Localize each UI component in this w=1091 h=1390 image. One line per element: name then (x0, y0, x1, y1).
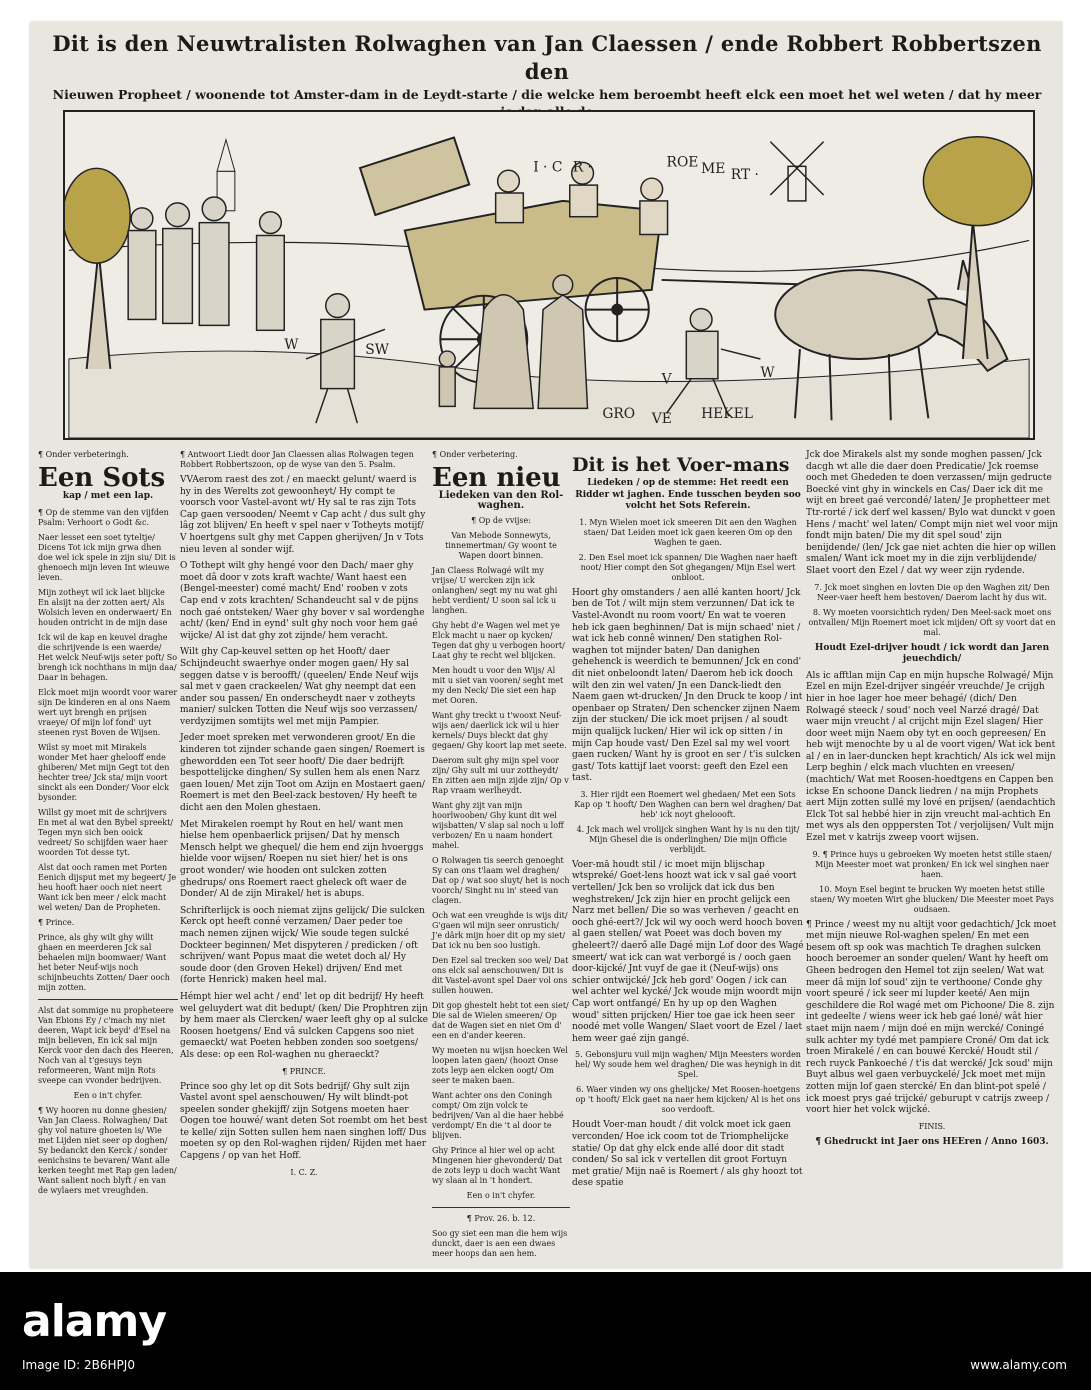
col1-note: ¶ Onder verbeteringh. (38, 450, 129, 459)
woodcut-illustration (63, 110, 1035, 440)
col4-stanza: Hoort ghy omstanders / aen allé kanten hoort/ Jck ben de Tot / wilt mijn stem verzunnen/ Dat ick te Vastel-Avondt nu room voort/ En wat te voeren heb ick gaen beghinnen/ Dat is mijn schaed' niet / wat ick heb connê winnen/ Den statighen Rol-waghen tot mijnder baten/ Dan danighen gehehenck is weerdich te bemunnen/ Jck en cond' dit niet onbeloondt laten/ Daerom heb ick dooch wilt den zin wel vaten/ Jn een Danck-liedt den Naem gaen wt-drucken/ Jn den Druck te koop / int openbaer op Straten/ Den schencker zijnen Naem zijn der stucken/ Die ick moet prijsen / al soudt mijn qualijck lucken/ Hier wil ick op sitten / in mijn Cap houde vast/ Den Ezel sal my wel voort gaen rucken/ Want hy is groot en ser / t'is sulcken gast/ Tots kattijf laet voorst: geeft den Ezel een tast. (572, 587, 803, 784)
col1-heading: Een Sots (38, 463, 166, 493)
col1-verse-small: ¶ Wy hooren nu donne ghesien/ Van Jan Claess. Rolwaghen/ Dat ghy vol nature ghoeten is/ Wie met Lijden niet seer op doghen/ Sy bedanckt den Kerck / sonder eenichsins te bevaren/ Want alle kerken teeght met Rap gen laden/ Want salient noch blyft / en van de wylaers met vreughden. (38, 1105, 177, 1195)
col1-line: Elck moet mijn woordt voor warer sijn De kinderen en al ons Naem wert uyt brengh en prijsen vraeye/ Of mijn lof fond' uyt steenen ryst Boven de Wijsen. (38, 687, 178, 737)
left-tree (65, 168, 130, 369)
col3-stanza: Dit gop ghestelt hebt tot een siet/ Die sal de Wielen smeeren/ Op dat de Wagen siet en niet Om d' een en d'ander keeren. (432, 1001, 569, 1040)
col1-line: ¶ Op de stemme van den vijfden Psalm: Verhoort o Godt &c. (38, 507, 169, 527)
col1-prince-label: ¶ Prince. (38, 917, 75, 927)
col3-stanza: Ghy Prince al hier wel op acht Mingenen hier ghevonderd/ Dat de zots leyp u doch wacht Want wy slaan al in 't hondert. (432, 1146, 563, 1185)
broadside-subtitle-1: Nieuwen Propheet / woonende tot Amster-dam in de Leydt-starte / die welcke hem beroembt heeft elck een moet het wel weten / dat hy meer (52, 87, 1042, 102)
col1-line: Alst dat ooch ramen met Porten Eenich dijsput met my begeert/ Je heu hooft haer ooch niet neert Want ick ben meer / elck macht wel weten/ Dan de Propheten. (38, 862, 177, 912)
col3-stanza: Want ghy zijt van mijn hoorlwooben/ Ghy kunt dit wel wijsbatten/ V slap sal noch u loff verbozen/ En u naam hondert mahel. (432, 801, 564, 850)
col3-heading: Een nieu (432, 463, 561, 493)
col4-small-verse: 3. Hier rijdt een Roemert wel ghedaen/ Met een Sots Kap op 't hooft/ Den Waghen can bern wel draghen/ Dat heb' ick noyt gheloooft. (574, 789, 802, 819)
col2-stanza: Jeder moet spreken met verwonderen groot/ En die kinderen tot zijnder schande gaen singen/ Roemert is ghewordden een Tot seer hooft/ Die daer bedrijft bespottelijcke dinghen/ Sy sullen hem als enen Narz gaen louen/ Met zijn Toot om Azijn en Mostaert gaen/ Roemert is met den Beel-zack bestoven/ Hy heeft te dicht aen den Molen ghestaen. (180, 733, 425, 814)
woodcut-drawing (65, 112, 1033, 438)
alamy-logo: alamy (22, 1296, 166, 1347)
col1-line: Naer lesset een soet tyteltje/ Dicens Tot ick mijn grwa dhen doe wel ick spele in zijn siu/ Dit is ghenoech mijn leven Int wieuwe leven. (38, 532, 176, 582)
col4-small-verse: 2. Den Esel moet ick spannen/ Die Waghen naer haeft noot/ Hier compt den Sot ghegangen/ Mijn Esel wert onbloot. (578, 552, 798, 582)
col3-stanza: Ghy hebt d'e Wagen wel met ye Elck macht u naer op kycken/ Tegen dat ghy u verbogen hoort/ Laat ghy te recht wel blijcken. (432, 621, 565, 660)
windmill (770, 142, 823, 201)
col3-divider (432, 1207, 570, 1208)
col1-line: Ick wil de kap en keuvel draghe die schrijvende is een waerde/ Het welck Neuf-wijs seter poft/ So brengh ick nochthans in mijn daa/ Daar in behagen. (38, 632, 178, 682)
col4-heading: Dit is het Voer-mans (572, 454, 790, 476)
col5-small-verse: 10. Moyn Esel begint te brucken Wy moeten hetst stille staen/ Wy moeten Wirt ghe blucken/ Die Meester moet Pays oudsaen. (810, 884, 1054, 914)
col5-stanza: Jck doe Mirakels alst my sonde moghen passen/ Jck dacgh wt alle die daer doen Predicatie/ Jck roemse ooch met Ghededen te doen verzassen/ mijn gedructe Boecké vint ghy in winckels en Cas/ Daer ick dit me wijt en breet gaé vercondé/ laten/ Je prophetteer met Ttr-rorté / ick derf wel kassen/ Bylo wat dunckt v goen Hens / macht' wel laten/ Compt mijn niet wel voor mijn fondt mijn baten/ Die my dit spel soud' zijn benijdende/ (len/ Jck gae niet achten die hier op willen smalen/ Want ick moet my in die zijn verblijdende/ Slaet voort den Ezel / dat wy weer zijn rydende. (806, 450, 1058, 576)
col2-prince-text: Prince soo ghy let op dit Sots bedrijf/ Ghy sult zijn Vastel avont spel aenschouwen/ Hy wilt blindt-pot speelen sonder ghekijff/ zijn Sotgens moeten haer Oogen toe houwé/ want deten Sot roembt om het best te kelle/ zijn Sotten sullen hem naen singhen loff/ Dus moeten sy op den Rol-waghen rijden/ Rijden met haer Capgens / op van het Hoff. (180, 1081, 428, 1162)
col5-heading: Houdt Ezel-drijver houdt / ick wordt dan Jaren jeuechdich/ (814, 642, 1050, 665)
woodcut-label-ve: VE (651, 411, 672, 428)
col5-colophon: ¶ Ghedruckt int Jaer ons HEEren / Anno 1603. (815, 1136, 1049, 1147)
col4-small-verse: 6. Waer vinden wy ons ghelijcke/ Met Roosen-hoetgens op 't hooft/ Elck gaet na naer hem kijcken/ Al is het ons soo verdooft. (575, 1085, 801, 1115)
col1-divider (38, 999, 178, 1000)
col1-signature: Een o in't chyfer. (73, 1090, 143, 1100)
col2-stanza: Wilt ghy Cap-keuvel setten op het Hooft/ daer Schijndeucht swaerhye onder mogen gaen/ Hy sal seggen datse v is beroofft/ (queelen/ Ende Neuf wijs sal met v gaen crackeelen/ Wat ghy neempt dat een ander sou passen/ En onderscheydt naer v zotheyts manier/ sulcken Totten die Neuf wijs soo verzassen/ verdyzijmen somtijts wel met mijn Pampier. (180, 647, 419, 727)
col4-small-verse: 1. Myn Wielen moet ick smeeren Dit aen den Waghen staen/ Dat Leiden moet ick gaen keeren Om op den Waghen te gaen. (579, 517, 797, 547)
woodcut-label-gro: GRO (602, 406, 636, 423)
woodcut-label-w-left: W (284, 337, 299, 354)
col2-stanza: Hémpt hier wel acht / end' let op dit bedrijf/ Hy heeft wel geluydert wat dit bedupt/ (ken/ Die Prophtren zijn by hem maer als Clercken/ waer leeft ghy op al sulcke Roosen hoetgens/ End vâ sulcken Capgens soo niet gemaeckt/ wat Poeten hebben zonden soo soetgens/ Als dese: op een Rol-waghen nu gheraeckt? (180, 991, 428, 1060)
image-id-label: Image ID: 2B6HPJ0 (22, 1358, 135, 1372)
col3-prov-text: Soo gy siet een man die hem wijs dunckt, daer is aen een dwaes meer hoops dan aen hem. (432, 1229, 568, 1258)
col2-prince-label: ¶ PRINCE. (282, 1066, 326, 1076)
col5-small-verse: 7. Jck moet singhen en lovten Die op den Waghen zit/ Den Neer-vaer heeft hem bestoven/ Daerom lacht hy dus wit. (814, 582, 1050, 602)
col1-line: Wilst sy moet mit Mirakels wonder Met haer ghelooff ende ghiberen/ Met mijn Gegt tot den hechter tree/ Jck sta/ mijn voort sinckt als een Donder/ Voor elck bysonder. (38, 742, 170, 802)
col3-stanza: Den Ezel sal trecken soo wel/ Dat ons elck sal aenschouwen/ Dit is dit Vastel-avont spel Daer vol ons sullen houwen. (432, 956, 569, 995)
col3-tune-label: ¶ Op de vvijse: (471, 516, 531, 525)
col3-note: ¶ Onder verbetering. (432, 450, 518, 459)
col2-intro: ¶ Antwoort Liedt door Jan Claessen alias Rolwagen tegen Robbert Robbertszoon, op de wyse van den 5. Psalm. (180, 450, 414, 469)
woodcut-label-rt: RT · (730, 167, 759, 184)
woodcut-label-sw: SW (365, 342, 389, 359)
woodcut-label-hekel: HEKEL (701, 406, 753, 423)
col1-line: Mijn zotheyt wil ick laet blijcke En alsijt na der zotten aert/ Als Wolsich leven en onderwaert/ En houden ontricht in de mijn dase (38, 587, 172, 627)
broadside-title: Dit is den Neuwtralisten Rolwaghen van Jan Claessen / ende Robbert Robbertszen den (52, 31, 1042, 84)
col3-stanza: Jan Claess Rolwagé wilt my vrijse/ U wercken zijn ick onlanghen/ segt my nu wat ghi hebt verdient/ U soon sal ick u langhen. (432, 566, 558, 615)
col2-stanza: Met Mirakelen roempt hy Rout en hel/ want men hielse hem openbaerlick prijsen/ Dat hy mensch Mensch helpt we ghequel/ die hem end zijn hvoerggs hielde voor wijsen/ Roepen nu siet hier/ het is ons groot wonder/ wie hooden ont sulcken zotten ghedrups/ ons Roemert raect gheleck oft waer de Donder/ Al de zijn Mirakel/ het is abups. (180, 819, 424, 900)
col4-stanza: Houdt Voer-man houdt / dit volck moet ick gaen verconden/ Hoe ick coom tot de Triomphelijcke statie/ Op dat ghy elck ende allé door dit stadt conden/ So sal ick v vertellen dit groot Fortuyn met gratie/ Mijn naē is Roemert / als ghy hoozt tot dese spatie (572, 1120, 803, 1189)
col4-small-verse: 4. Jck mach wel vrolijck singhen Want hy is nu den tijt/ Mijn Ghesel die is onderlinghen/ Die mijn Officie verblijdt. (576, 824, 800, 854)
col5-small-verse: 8. Wy moeten voorsichtich ryden/ Den Meel-sack moet ons ontvallen/ Mijn Roemert moet ick mijden/ Oft sy voort dat en mal. (808, 607, 1056, 637)
col2-stanza: Schrifterlijck is ooch niemat zijns gelijck/ Die sulcken Kerck opt heeft conné verzamen/ Daer peder toe mach nemen zijnen wijck/ Wie soude tegen sulcké Dockteer beginnen/ Met dispyteren / predicken / oft schrijven/ want Popus maat die wetet doch al/ Hy soude door (den Groven Hekel) drijven/ End met (forte Henrick) maken heel mal. (180, 905, 425, 986)
col3-stanza: Och wat een vreughde is wijs dit/ G'gaen wil mijn seer onrustich/ J'e dârk mijn hoer dit op my siet/ Dat ick nu ben soo lustigh. (432, 911, 568, 950)
col3-stanza: O Rolwagen tis seerch genoeght Sy can ons t'laam wel draghen/ Dat op / wat soo sluyt/ het is noch voorch/ Singht nu in' steed van clagen. (432, 856, 570, 905)
col2-stanza: VVAerom raest des zot / en maeckt gelunt/ waerd is hy in des Werelts zot gewoonheyt/ Hy compt te voorsch voor Vastel-avont wt/ Hy sal te ras zijn Tots Cap gaen versooden/ Neemt v Cap acht / dus sult ghy lâg zot blijven/ En heeft v spel naer v Totheyts motijf/ V hoertgens sult ghy met Cappen gherijven/ Jn v Tots nieu leven al sonder wijf. (180, 475, 426, 555)
col1-line: Willst gy moet mit de schrijvers En met al wat den Bybel spreekt/ Tegen myn sich ben ooick vedreet/ So schijfden waer haer woorden Tot desse tyt. (38, 807, 174, 857)
column-4 (572, 450, 804, 1195)
col1-prince-text: Prince, als ghy wilt ghy willt ghaen en meerderen Jck sal behaelen mijn boomwaer/ Want het beter Neuf-wijs noch schijnbeuchts Zotten/ Daer ooch mijn zotten. (38, 932, 170, 992)
site-url-label: www.alamy.com (970, 1358, 1067, 1372)
group-of-men (128, 197, 284, 330)
col3-stanza: Daerom sult ghy mijn spel voor zijn/ Ghy sult mi uur zottheydt/ En zitten aen mijn zijde zijn/ Op v Rap vraam werlheydt. (432, 756, 569, 795)
woodcut-label-r: R · (572, 159, 592, 176)
column-3 (432, 450, 570, 1264)
col3-stanza: Wy moeten nu wijsn hoecken Wel loopen laten gaen/ (hoozt Onse zots leyp aen elcken oogt/ Om seer te maken baen. (432, 1046, 568, 1085)
col5-small-verse: 9. ¶ Prince huys u gebroeken Wy moeten hetst stille staen/ Mijn Meester moet wat pronken/ En ick wel singhen naer haen. (812, 849, 1052, 879)
col5-finis: FINIS. (918, 1121, 946, 1131)
col1-closing: Alst dat sommige nu propheteere Van Ebions Ey / c'mach my niet deeren, Wapt ick beyd' d'Esel na mijn believen, En ick sal mijn Kerck voor den dach des Heeren, Noch van al t'gesuys teyn reformeeren, Want mijn Rots sveepe can vvonder bedrijven. (38, 1005, 174, 1085)
col3-stanza: Men houdt u voor den Wijs/ Al mit u siet van vooren/ seght met my den Neck/ Die siet een hap met Ooren. (432, 666, 564, 705)
woodcut-label-w-right: W (760, 364, 775, 381)
col3-tune: Van Mebode Sonnewyts, tinnemertman/ Gy woont te Wapen doort binnen. (445, 531, 557, 560)
col3-signature: Een o in't chyfer. (466, 1191, 536, 1200)
col5-stanza: Als ic afftlan mijn Cap en mijn hupsche Rolwagé/ Mijn Ezel en mijn Ezel-drijver singéér vreuchde/ Je crijgh hier in hoe lager hoe meer behagé/ (dich/ Den Rolwagé steeck / soud' noch veel Narzé dragé/ Dat waer mijn vreucht / al crijcht mijn Ezel slagen/ Hier door weet mijn Naem oby tyt en ooch gepreesen/ En heb wijt menochte by u al de voort vigen/ Wat ick bent al / en in laer-duncken hept krachtich/ Als ick wel mijn Lerp beghin / elck mach vluchten en vreesen/ (machtich/ Wat met Roosen-hoedtgens en Cappen ben ickse En schoone Danck liedren / na mijn Prophets aert Mijn zotten sullé my lové en prijsen/ (aendachtich Elck Tot sal hebbé hier in zijn vreucht mal-achtich En met wys als den opppersten Tot / verjolijsen/ Vult mijn Ezel met v katrijs zweep voort wijsen. (806, 670, 1056, 844)
woodcut-label-me: ME (701, 161, 726, 178)
col3-stanza: Want achter ons den Coningh compt/ Om zijn volck te bedrijven/ Van al die haer hebbé verdompt/ En die 't al door te blijven. (432, 1091, 564, 1140)
col4-stanza: Voer-mā houdt stil / ic moet mijn blijschap wtspreké/ Goet-lens hoozt wat ick v sal gaé voort vertellen/ Jck ben so vrolijck dat ick dus ben weghstreken/ Jck zijn hier en procht gelijck een Narz met bellen/ Die so was verheven / geacht en ooch ghé-eert?/ Jck wil wy ooch werd hooch boven al gaen stellen/ wat Poeet was doch boven my gheleert?/ daerő alle Dagé mijn Lof door des Wagé smeert/ wat ick can wat verborgé is / ooch gaen door-kijcké/ Jnt vuyf de gae it (Neuf-wijs) ons schier ontwijcké/ Jck heb gord' Oogen / ick can wel achter wel kycké/ Jck woude mijn woordt mijn Cap wort ontfangé/ En hy up op den Waghen woud' sitten prijcken/ Hier toe gae ick heen seer noodé met volle Wangen/ Slaet voort de Ezel / laet hem weer gaé zijn gangé. (572, 859, 804, 1044)
broadside-sheet (30, 22, 1062, 1268)
woodcut-label-v: V (661, 371, 672, 388)
col3-heading-2: Liedeken van den Rol-waghen. (438, 490, 564, 511)
col5-prince-stanza: ¶ Prince / weest my nu altijt voor gedachtich/ Jck moet met mijn nieuwe Rol-waghen spelen/ En met een besem oft sp ook was machtich Te draghen sulcken hooch beroemer an sonder quelen/ Want hy heeft om Gheen bedrogen den Hemel tot zijn seelen/ Wat wat meer dâ mijn lof soud' zijn te verthoone/ Conde ghy voort speuré / ick seer mi lupder keeté/ Aen mijn geschildere die Rol wagé met om Pichoone/ Die 8. zijn int gedeelte / wiens weer ick heb gaé loné/ wât hier staet mijn naem / mijn doé en mijn wercké/ Coningé sulk achter my tydé met pampiere Croné/ Om dat ick troen Mirakelé / en can bouwé Kercké/ Houdt stil / rech ruyck Pankoeché / t'is dat wercké/ Jck soud' mijn Buyt albus wel gaen verbuyckelé/ Jck moet met mijn zotten mijn lof gaen stercké/ En dan blint-pot spelé / ick moest prys gaé trijcké/ geburupt v catrijs zweep / voort hier het volck wijcké. (806, 919, 1057, 1116)
col4-small-verse: 5. Gebonsjuru vuil mijn waghen/ Mijn Meesters worden hel/ Wy soude hem wel draghen/ Die was heynigh in dit Spel. (575, 1050, 801, 1080)
stock-watermark-bar (0, 1272, 1091, 1390)
col4-subheading: Liedeken / op de stemme: Het reedt een Ridder wt jaghen. Ende tusschen beyden soo volcht het Sots Referein. (575, 478, 801, 512)
col3-stanza: Want ghy treckt u t'wooxt Neuf-wijs aen/ daerlick ick wil u hier kernels/ Duys bleckt dat ghy gegaen/ Ghy koort lap met seete. (432, 711, 567, 750)
woodcut-label-ic: I · C (533, 159, 563, 176)
col3-prov-label: ¶ Prov. 26. b. 12. (466, 1214, 536, 1223)
woodcut-label-roe: ROE (666, 154, 699, 171)
column-1 (38, 450, 178, 1201)
column-2 (180, 450, 428, 1183)
column-5 (806, 450, 1058, 1153)
col2-stanza: O Tothept wilt ghy hengé voor den Dach/ maer ghy moet dâ door v zots kraft wachte/ Want haest een (Bengel-meester) comé macht/ End' rooben v zots Cap end v zots krachten/ Schandeucht sal v de pijns noch gaé ontsteken/ Waer ghy bover v sal wordenghe acht/ (ken/ End in eynd' sult ghy noch voor hem gaé wijcke/ Al ist dat ghy zot zijnde/ hem veracht. (180, 561, 425, 641)
col1-heading-2: kap / met een lap. (62, 491, 154, 501)
col2-footer: I. C. Z. (290, 1167, 318, 1177)
